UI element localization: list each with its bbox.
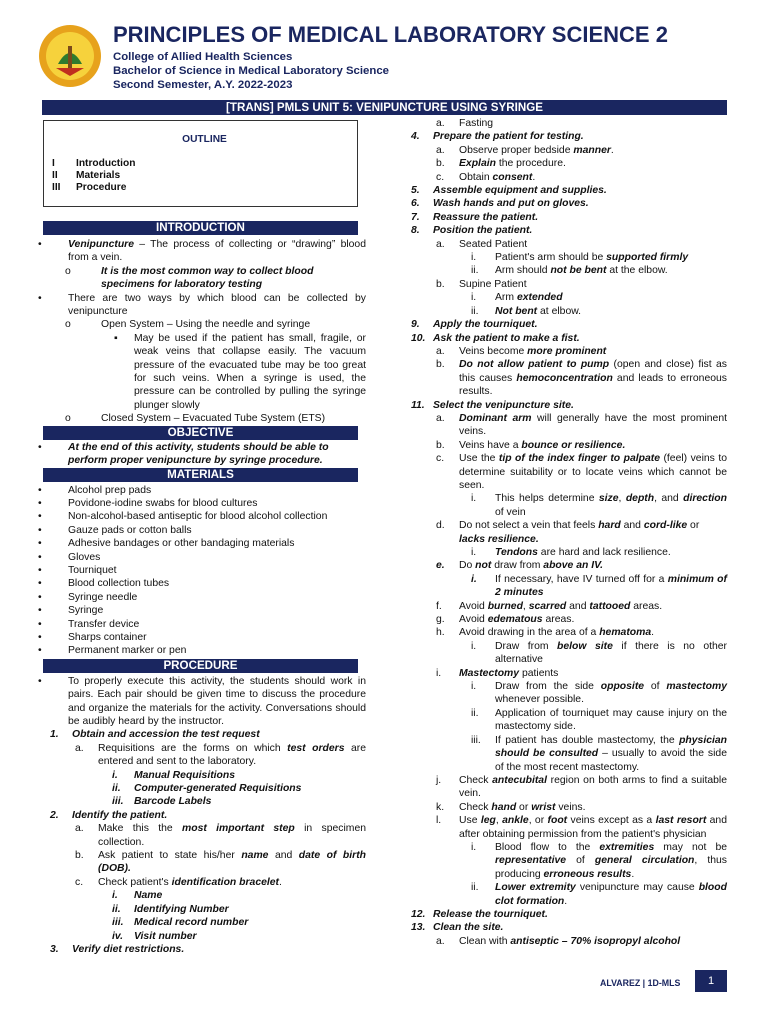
procedure-substep: k. Check hand or wrist veins. [436, 801, 586, 813]
procedure-subitem: i. Name [112, 890, 163, 902]
procedure-subitem: ii. Lower extremity venipuncture may cause blood clot formation. [471, 882, 727, 907]
list-item: o Closed System – Evacuated Tube System (ETS) [65, 413, 326, 425]
outline-number: II [52, 170, 58, 182]
outline-item [52, 182, 357, 194]
right-column [411, 117, 727, 948]
procedure-subitem: i. Draw from the side opposite of mastectomy whenever possible. [471, 681, 727, 706]
outline-label: Introduction [76, 158, 136, 170]
list-item: o Open System – Using the needle and syringe [65, 319, 311, 331]
procedure-subitem: iii. If patient has double mastectomy, the physician should be consulted – usually to avoid the side of the most recent mastectomy. [471, 734, 727, 773]
outline-label: Procedure [76, 182, 127, 194]
procedure-subitem: ii. Identifying Number [112, 903, 229, 915]
procedure-subitem: iv. Visit number [112, 930, 197, 942]
procedure-step: 7. Reassure the patient. [411, 211, 539, 223]
bullet-marker: • [38, 239, 42, 250]
material-item: • Syringe [38, 605, 104, 617]
trans-title-bar: [TRANS] PMLS UNIT 5: VENIPUNCTURE USING SYRINGE [42, 100, 727, 115]
list-item: • Venipuncture – The process of collecting or “drawing” blood from a vein. [38, 239, 366, 264]
procedure-substep: g. Avoid edematous areas. [436, 614, 575, 626]
circle-marker: o [65, 319, 71, 331]
list-item: • There are two ways by which blood can be collected by venipuncture [38, 292, 366, 318]
material-item: • Permanent marker or pen [38, 645, 187, 657]
procedure-substep: c. Obtain consent. [436, 171, 536, 183]
procedure-step: 4. Prepare the patient for testing. [411, 131, 584, 143]
procedure-subitem: i. Blood flow to the extremities may not be representative of general circulation, thus producing erroneous results. [471, 841, 728, 880]
list-item: • At the end of this activity, students should be able to perform proper venipuncture by syringe procedure. [38, 441, 329, 467]
procedure-step: 10. Ask the patient to make a fist. [411, 332, 580, 344]
procedure-step: 11. Select the venipuncture site. [411, 399, 574, 411]
program-name: Bachelor of Science in Medical Laboratory Science [113, 65, 390, 77]
procedure-substep: a. Observe proper bedside manner. [436, 144, 614, 156]
bullet-marker: • [38, 292, 42, 304]
procedure-substep: a. Veins become more prominent [436, 345, 607, 357]
materials-heading: MATERIALS [43, 468, 358, 482]
procedure-subitem: i. If necessary, have IV turned off for a minimum of 2 minutes [471, 573, 727, 599]
material-item: • Tourniquet [38, 564, 117, 576]
list-item: ▪ May be used if the patient has small, fragile, or weak veins that collapse easily. The vacuum pressure of the evacuated tube may be too great for such veins. When a syringe is used, the pressure can be controlled by pulling the syringe plunger slowly [114, 332, 366, 411]
outline-box [43, 120, 358, 207]
procedure-step: 13. Clean the site. [411, 922, 504, 934]
procedure-substep: b. Explain the procedure. [436, 158, 566, 170]
page-number: 1 [695, 970, 727, 992]
procedure-substep: a. Requisitions are the forms on which test orders are entered and sent to the laboratory. [75, 742, 367, 768]
outline-item [52, 170, 357, 182]
outline-number: III [52, 182, 61, 194]
procedure-heading: PROCEDURE [43, 659, 358, 673]
procedure-step: 6. Wash hands and put on gloves. [411, 198, 589, 210]
procedure-substep: c. Check patient's identification bracelet. [75, 876, 282, 888]
procedure-subitem: i. Draw from below site if there is no other alternative [471, 640, 728, 666]
list-item: • To properly execute this activity, the students should work in pairs. Each pair should be given time to discuss the procedure and organize the materials for the activity. Conversations should be audibly heard by the instructor. [38, 675, 366, 727]
left-column [36, 116, 366, 956]
procedure-substep: i. Mastectomy patients [436, 667, 559, 679]
procedure-substep: d. Do not select a vein that feels hard and cord-like or lacks resilience. [436, 520, 700, 545]
procedure-substep: a. Fasting [436, 118, 494, 129]
bullet-marker: • [38, 675, 42, 687]
procedure-substep: c. Use the tip of the index finger to palpate (feel) veins to determine suitability or to locate veins which cannot be seen. [436, 453, 727, 491]
procedure-substep: a. Seated Patient [436, 238, 528, 250]
outline-number: I [52, 158, 55, 170]
procedure-substep: b. Do not allow patient to pump (open and close) fist as this causes hemoconcentration and leads to erroneous results. [436, 359, 727, 398]
procedure-substep: b. Ask patient to state his/her name and date of birth (DOB). [75, 850, 366, 875]
outline-item [52, 158, 357, 170]
material-item: • Adhesive bandages or other bandaging materials [38, 538, 295, 550]
procedure-step: 12. Release the tourniquet. [411, 908, 548, 920]
procedure-subitem: ii. Computer-generated Requisitions [112, 783, 302, 795]
procedure-step: 3. Verify diet restrictions. [50, 943, 185, 955]
procedure-substep: f. Avoid burned, scarred and tattooed areas. [436, 600, 663, 612]
procedure-substep: b. Supine Patient [436, 278, 527, 290]
circle-marker: o [65, 413, 71, 425]
procedure-substep: e. Do not draw from above an IV. [436, 560, 603, 572]
material-item: • Gloves [38, 551, 101, 563]
procedure-substep: a. Make this the most important step in specimen collection. [75, 823, 366, 848]
bullet-marker: • [38, 441, 42, 453]
material-item: • Gauze pads or cotton balls [38, 524, 192, 536]
term: Venipuncture [68, 239, 135, 250]
material-item: • Syringe needle [38, 591, 138, 603]
outline-label: Materials [76, 170, 121, 182]
introduction-heading: INTRODUCTION [43, 221, 358, 235]
procedure-step: 8. Position the patient. [411, 225, 533, 237]
outline-title: OUTLINE [182, 134, 227, 145]
footer-author: ALVAREZ | 1D-MLS [600, 978, 681, 988]
material-item: • Povidone-iodine swabs for blood cultures [38, 497, 258, 509]
procedure-subitem: i. Patient's arm should be supported firmly [471, 252, 689, 264]
square-marker: ▪ [114, 332, 118, 344]
procedure-substep: a. Clean with antiseptic – 70% isopropyl alcohol [436, 935, 681, 947]
objective-heading: OBJECTIVE [43, 426, 358, 440]
procedure-substep: b. Veins have a bounce or resilience. [436, 439, 626, 451]
procedure-subitem: i. Manual Requisitions [112, 769, 236, 781]
procedure-substep: j. Check antecubital region on both arms to find a suitable vein. [436, 774, 727, 800]
procedure-subitem: i. Tendons are hard and lack resilience. [471, 547, 671, 558]
university-seal-logo [38, 24, 102, 88]
circle-marker: o [65, 265, 71, 277]
material-item: • Blood collection tubes [38, 578, 170, 590]
material-item: • Alcohol prep pads [38, 484, 152, 496]
document-title: PRINCIPLES OF MEDICAL LABORATORY SCIENCE 2 [113, 22, 668, 47]
college-name: College of Allied Health Sciences [113, 51, 293, 63]
procedure-subitem: ii. Not bent at elbow. [471, 305, 582, 317]
procedure-substep: l. Use leg, ankle, or foot veins except as a last resort and after obtaining permission from the patient's physician [436, 815, 727, 840]
procedure-subitem: iii. Medical record number [112, 917, 249, 929]
procedure-step: 2. Identify the patient. [50, 809, 168, 821]
procedure-step: 5. Assemble equipment and supplies. [411, 185, 607, 197]
procedure-substep: a. Dominant arm will generally have the most prominent veins. [436, 412, 728, 438]
semester-label: Second Semester, A.Y. 2022-2023 [113, 79, 293, 91]
procedure-subitem: i. Arm extended [471, 292, 563, 304]
procedure-subitem: ii. Application of tourniquet may cause injury on the mastectomy side. [471, 707, 727, 733]
material-item: • Non-alcohol-based antiseptic for blood alcohol collection [38, 511, 328, 523]
procedure-step: 9. Apply the tourniquet. [411, 319, 538, 331]
procedure-substep: h. Avoid drawing in the area of a hematoma. [436, 627, 655, 639]
materials-list [36, 484, 366, 658]
procedure-subitem: ii. Arm should not be bent at the elbow. [471, 265, 668, 277]
procedure-subitem: iii. Barcode Labels [112, 796, 212, 808]
list-item: o It is the most common way to collect blood specimens for laboratory testing [65, 265, 314, 291]
material-item: • Sharps container [38, 631, 147, 643]
material-item: • Transfer device [38, 618, 140, 630]
procedure-subitem: i. This helps determine size, depth, and direction of vein [471, 493, 728, 518]
procedure-step: 1. Obtain and accession the test request [50, 729, 260, 741]
